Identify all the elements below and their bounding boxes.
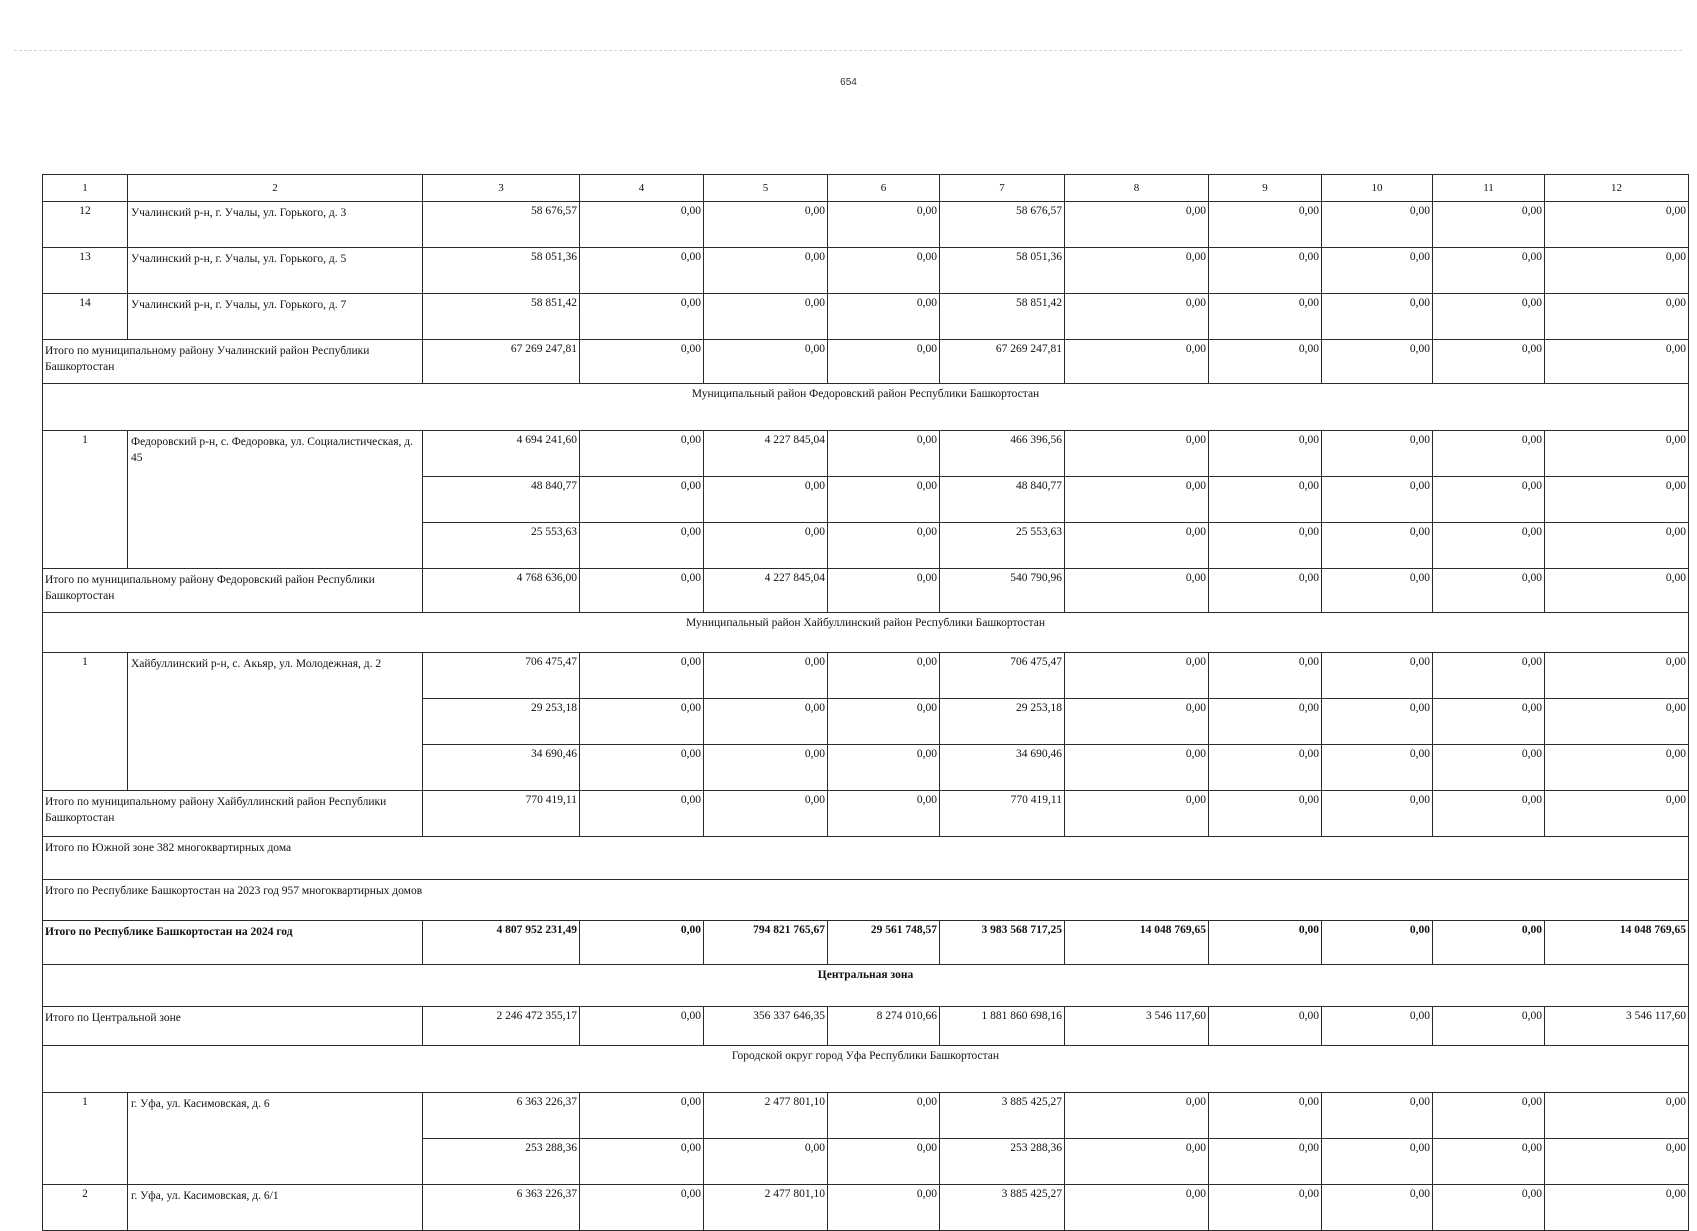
value-cell: 0,00 [704, 202, 828, 248]
value-cell: 29 253,18 [940, 699, 1065, 745]
summary-row [43, 837, 1689, 880]
table-row [43, 1093, 1689, 1139]
address-cell: г. Уфа, ул. Касимовская, д. 6 [128, 1093, 423, 1185]
value-cell: 0,00 [1065, 523, 1209, 569]
total-value: 0,00 [1433, 791, 1545, 837]
total-value: 67 269 247,81 [940, 340, 1065, 384]
value-cell: 0,00 [1433, 294, 1545, 340]
value-cell: 0,00 [704, 294, 828, 340]
value-cell: 0,00 [828, 1185, 940, 1231]
value-cell: 0,00 [1545, 202, 1689, 248]
total-value: 29 561 748,57 [828, 921, 940, 965]
table-row [43, 431, 1689, 477]
value-cell: 0,00 [1545, 1185, 1689, 1231]
total-value: 0,00 [704, 340, 828, 384]
value-cell: 0,00 [828, 477, 940, 523]
section-row [43, 965, 1689, 1007]
value-cell: 0,00 [1209, 1185, 1322, 1231]
column-header: 3 [423, 175, 580, 202]
value-cell: 0,00 [1209, 1139, 1322, 1185]
total-value: 0,00 [1433, 340, 1545, 384]
value-cell: 0,00 [580, 699, 704, 745]
value-cell: 0,00 [1322, 745, 1433, 791]
value-cell: 0,00 [1322, 653, 1433, 699]
value-cell: 0,00 [1433, 1093, 1545, 1139]
value-cell: 0,00 [1065, 477, 1209, 523]
total-value: 67 269 247,81 [423, 340, 580, 384]
value-cell: 0,00 [1545, 523, 1689, 569]
row-number: 12 [43, 202, 128, 248]
total-label: Итого по муниципальному району Федоровский район Республики Башкортостан [43, 569, 423, 613]
value-cell: 0,00 [1065, 294, 1209, 340]
total-value: 0,00 [1322, 791, 1433, 837]
value-cell: 0,00 [1322, 202, 1433, 248]
table-row [43, 653, 1689, 699]
page-number: 654 [840, 77, 857, 88]
value-cell: 0,00 [1065, 202, 1209, 248]
section-title: Муниципальный район Федоровский район Республики Башкортостан [43, 384, 1689, 431]
value-cell: 253 288,36 [423, 1139, 580, 1185]
total-value: 0,00 [1433, 569, 1545, 613]
total-value: 0,00 [1065, 791, 1209, 837]
value-cell: 0,00 [828, 1093, 940, 1139]
value-cell: 6 363 226,37 [423, 1185, 580, 1231]
value-cell: 0,00 [1433, 1139, 1545, 1185]
value-cell: 0,00 [1545, 294, 1689, 340]
value-cell: 25 553,63 [940, 523, 1065, 569]
row-number: 1 [43, 653, 128, 791]
value-cell: 0,00 [1433, 431, 1545, 477]
address-cell: г. Уфа, ул. Касимовская, д. 6/1 [128, 1185, 423, 1231]
value-cell: 48 840,77 [423, 477, 580, 523]
value-cell: 0,00 [1322, 431, 1433, 477]
value-cell: 3 885 425,27 [940, 1093, 1065, 1139]
value-cell: 0,00 [1209, 477, 1322, 523]
value-cell: 0,00 [580, 431, 704, 477]
value-cell: 0,00 [704, 745, 828, 791]
total-value: 0,00 [828, 791, 940, 837]
value-cell: 253 288,36 [940, 1139, 1065, 1185]
value-cell: 0,00 [1433, 1185, 1545, 1231]
total-label: Итого по муниципальному району Учалинский район Республики Башкортостан [43, 340, 423, 384]
value-cell: 4 694 241,60 [423, 431, 580, 477]
total-value: 0,00 [1322, 340, 1433, 384]
total-value: 4 227 845,04 [704, 569, 828, 613]
value-cell: 0,00 [580, 294, 704, 340]
value-cell: 0,00 [1209, 699, 1322, 745]
value-cell: 0,00 [1322, 294, 1433, 340]
total-value: 4 768 636,00 [423, 569, 580, 613]
value-cell: 58 851,42 [423, 294, 580, 340]
total-label: Итого по Республике Башкортостан на 2024 год [43, 921, 423, 965]
address-cell: Федоровский р-н, с. Федоровка, ул. Социалистическая, д. 45 [128, 431, 423, 569]
section-row [43, 1046, 1689, 1093]
value-cell: 0,00 [580, 1185, 704, 1231]
total-value: 0,00 [1065, 569, 1209, 613]
address-cell: Хайбуллинский р-н, с. Акьяр, ул. Молодежная, д. 2 [128, 653, 423, 791]
summary-label: Итого по Республике Башкортостан на 2023 год 957 многоквартирных домов [43, 880, 1689, 921]
total-value: 8 274 010,66 [828, 1007, 940, 1046]
value-cell: 706 475,47 [940, 653, 1065, 699]
total-value: 0,00 [1209, 1007, 1322, 1046]
header-row [43, 175, 1689, 202]
table-body [43, 175, 1689, 1231]
total-row [43, 921, 1689, 965]
value-cell: 0,00 [828, 699, 940, 745]
value-cell: 0,00 [1545, 431, 1689, 477]
value-cell: 0,00 [1209, 248, 1322, 294]
column-header: 10 [1322, 175, 1433, 202]
value-cell: 0,00 [704, 1139, 828, 1185]
section-title: Центральная зона [43, 965, 1689, 1007]
value-cell: 34 690,46 [423, 745, 580, 791]
value-cell: 0,00 [580, 1139, 704, 1185]
total-value: 0,00 [580, 569, 704, 613]
value-cell: 58 851,42 [940, 294, 1065, 340]
total-row [43, 340, 1689, 384]
value-cell: 466 396,56 [940, 431, 1065, 477]
table-row [43, 294, 1689, 340]
column-header: 4 [580, 175, 704, 202]
total-value: 0,00 [1209, 921, 1322, 965]
table-row [43, 1185, 1689, 1231]
value-cell: 0,00 [1433, 745, 1545, 791]
value-cell: 0,00 [1322, 1185, 1433, 1231]
value-cell: 0,00 [704, 523, 828, 569]
total-value: 0,00 [580, 921, 704, 965]
total-value: 0,00 [828, 340, 940, 384]
total-value: 770 419,11 [940, 791, 1065, 837]
value-cell: 58 676,57 [423, 202, 580, 248]
section-row [43, 613, 1689, 653]
value-cell: 0,00 [580, 248, 704, 294]
total-value: 1 881 860 698,16 [940, 1007, 1065, 1046]
value-cell: 25 553,63 [423, 523, 580, 569]
total-value: 0,00 [1209, 791, 1322, 837]
row-number: 14 [43, 294, 128, 340]
value-cell: 0,00 [580, 653, 704, 699]
value-cell: 0,00 [1545, 1093, 1689, 1139]
summary-label: Итого по Южной зоне 382 многоквартирных дома [43, 837, 1689, 880]
value-cell: 0,00 [704, 699, 828, 745]
value-cell: 0,00 [1209, 202, 1322, 248]
column-header: 6 [828, 175, 940, 202]
value-cell: 0,00 [1065, 1185, 1209, 1231]
value-cell: 0,00 [1209, 294, 1322, 340]
value-cell: 0,00 [1545, 699, 1689, 745]
value-cell: 58 051,36 [940, 248, 1065, 294]
value-cell: 0,00 [1433, 477, 1545, 523]
value-cell: 0,00 [1433, 202, 1545, 248]
total-value: 0,00 [1209, 569, 1322, 613]
column-header: 2 [128, 175, 423, 202]
total-row [43, 791, 1689, 837]
column-header: 7 [940, 175, 1065, 202]
total-value: 0,00 [1322, 1007, 1433, 1046]
value-cell: 0,00 [1433, 653, 1545, 699]
value-cell: 0,00 [1322, 1139, 1433, 1185]
value-cell: 0,00 [1209, 653, 1322, 699]
section-title: Городской округ город Уфа Республики Башкортостан [43, 1046, 1689, 1093]
value-cell: 0,00 [1209, 523, 1322, 569]
total-value: 770 419,11 [423, 791, 580, 837]
value-cell: 3 885 425,27 [940, 1185, 1065, 1231]
value-cell: 0,00 [704, 477, 828, 523]
address-cell: Учалинский р-н, г. Учалы, ул. Горького, д. 5 [128, 248, 423, 294]
section-title: Муниципальный район Хайбуллинский район Республики Башкортостан [43, 613, 1689, 653]
value-cell: 0,00 [1209, 745, 1322, 791]
total-value: 0,00 [1545, 791, 1689, 837]
row-number: 1 [43, 431, 128, 569]
total-value: 0,00 [580, 791, 704, 837]
total-value: 2 246 472 355,17 [423, 1007, 580, 1046]
total-value: 356 337 646,35 [704, 1007, 828, 1046]
value-cell: 0,00 [1322, 523, 1433, 569]
column-header: 8 [1065, 175, 1209, 202]
value-cell: 0,00 [1065, 1093, 1209, 1139]
value-cell: 0,00 [828, 745, 940, 791]
address-cell: Учалинский р-н, г. Учалы, ул. Горького, д. 7 [128, 294, 423, 340]
value-cell: 0,00 [1545, 248, 1689, 294]
row-number: 13 [43, 248, 128, 294]
total-value: 0,00 [1065, 340, 1209, 384]
total-value: 794 821 765,67 [704, 921, 828, 965]
value-cell: 0,00 [704, 653, 828, 699]
total-value: 0,00 [1433, 1007, 1545, 1046]
total-label: Итого по Центральной зоне [43, 1007, 423, 1046]
value-cell: 29 253,18 [423, 699, 580, 745]
data-table [42, 174, 1689, 1231]
value-cell: 0,00 [1065, 699, 1209, 745]
value-cell: 0,00 [580, 745, 704, 791]
column-header: 5 [704, 175, 828, 202]
total-value: 0,00 [828, 569, 940, 613]
value-cell: 0,00 [1209, 431, 1322, 477]
value-cell: 706 475,47 [423, 653, 580, 699]
value-cell: 0,00 [1065, 248, 1209, 294]
value-cell: 0,00 [1322, 248, 1433, 294]
total-row [43, 569, 1689, 613]
value-cell: 0,00 [1322, 1093, 1433, 1139]
total-value: 0,00 [1322, 569, 1433, 613]
total-value: 0,00 [1545, 340, 1689, 384]
summary-row [43, 880, 1689, 921]
row-number: 1 [43, 1093, 128, 1185]
table-row [43, 202, 1689, 248]
value-cell: 0,00 [580, 477, 704, 523]
value-cell: 58 051,36 [423, 248, 580, 294]
value-cell: 0,00 [828, 294, 940, 340]
value-cell: 0,00 [580, 202, 704, 248]
column-header: 12 [1545, 175, 1689, 202]
value-cell: 0,00 [1545, 1139, 1689, 1185]
address-cell: Учалинский р-н, г. Учалы, ул. Горького, д. 3 [128, 202, 423, 248]
value-cell: 0,00 [828, 653, 940, 699]
section-row [43, 384, 1689, 431]
value-cell: 58 676,57 [940, 202, 1065, 248]
value-cell: 48 840,77 [940, 477, 1065, 523]
value-cell: 0,00 [704, 248, 828, 294]
total-value: 0,00 [1322, 921, 1433, 965]
value-cell: 0,00 [828, 248, 940, 294]
value-cell: 0,00 [1322, 699, 1433, 745]
total-value: 540 790,96 [940, 569, 1065, 613]
value-cell: 0,00 [1433, 248, 1545, 294]
value-cell: 2 477 801,10 [704, 1093, 828, 1139]
value-cell: 0,00 [580, 1093, 704, 1139]
column-header: 9 [1209, 175, 1322, 202]
total-value: 14 048 769,65 [1065, 921, 1209, 965]
total-label: Итого по муниципальному району Хайбуллинский район Республики Башкортостан [43, 791, 423, 837]
total-value: 4 807 952 231,49 [423, 921, 580, 965]
column-header: 11 [1433, 175, 1545, 202]
value-cell: 0,00 [580, 523, 704, 569]
value-cell: 0,00 [1322, 477, 1433, 523]
total-value: 14 048 769,65 [1545, 921, 1689, 965]
value-cell: 2 477 801,10 [704, 1185, 828, 1231]
value-cell: 34 690,46 [940, 745, 1065, 791]
value-cell: 0,00 [828, 523, 940, 569]
value-cell: 0,00 [1065, 653, 1209, 699]
table-row [43, 248, 1689, 294]
value-cell: 0,00 [1209, 1093, 1322, 1139]
value-cell: 0,00 [828, 202, 940, 248]
value-cell: 0,00 [1433, 699, 1545, 745]
value-cell: 4 227 845,04 [704, 431, 828, 477]
scan-noise-line [14, 50, 1682, 51]
total-value: 0,00 [1209, 340, 1322, 384]
total-value: 3 546 117,60 [1065, 1007, 1209, 1046]
value-cell: 0,00 [1433, 523, 1545, 569]
column-header: 1 [43, 175, 128, 202]
total-value: 0,00 [1545, 569, 1689, 613]
total-value: 0,00 [580, 1007, 704, 1046]
total-value: 0,00 [580, 340, 704, 384]
row-number: 2 [43, 1185, 128, 1231]
value-cell: 0,00 [1545, 745, 1689, 791]
value-cell: 0,00 [1065, 431, 1209, 477]
value-cell: 0,00 [1065, 745, 1209, 791]
total-value: 3 983 568 717,25 [940, 921, 1065, 965]
total-value: 3 546 117,60 [1545, 1007, 1689, 1046]
value-cell: 0,00 [1065, 1139, 1209, 1185]
value-cell: 0,00 [1545, 653, 1689, 699]
value-cell: 0,00 [828, 431, 940, 477]
value-cell: 0,00 [828, 1139, 940, 1185]
value-cell: 6 363 226,37 [423, 1093, 580, 1139]
total-value: 0,00 [704, 791, 828, 837]
value-cell: 0,00 [1545, 477, 1689, 523]
total-value: 0,00 [1433, 921, 1545, 965]
total-row [43, 1007, 1689, 1046]
